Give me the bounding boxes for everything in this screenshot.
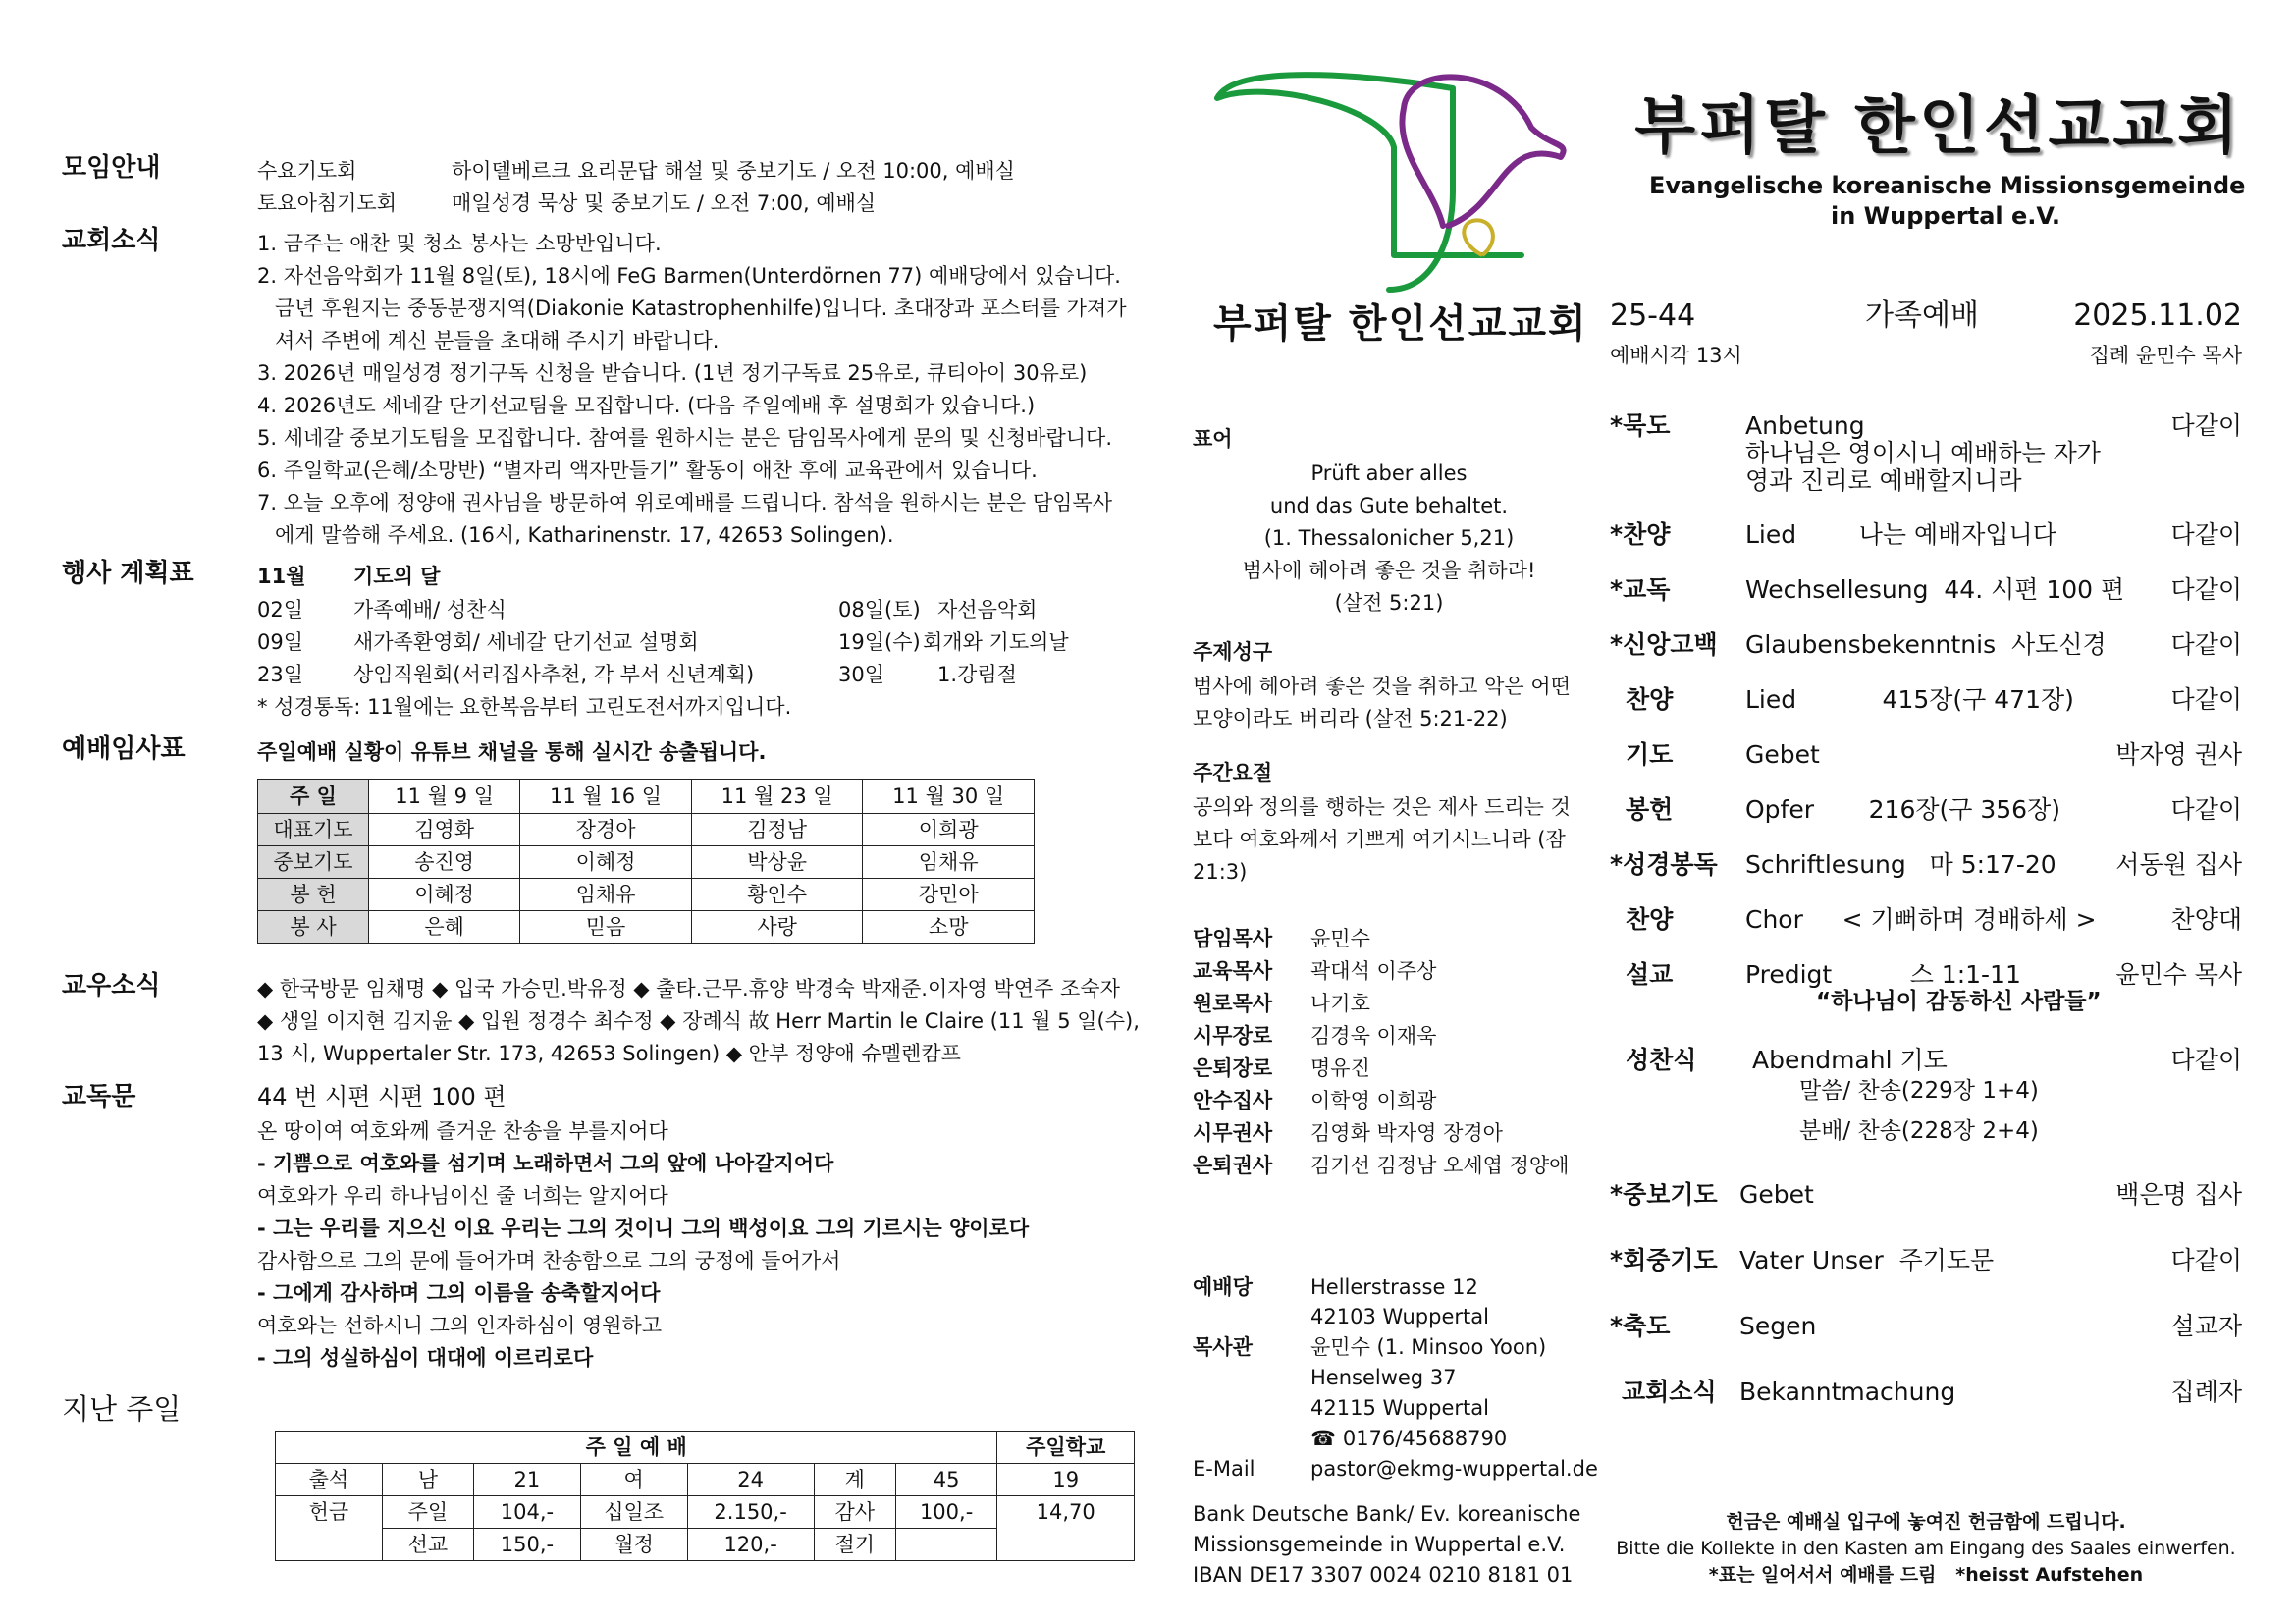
service-name: 가족예배 — [1865, 298, 1979, 333]
moim-name-1: 수요기도회 — [257, 159, 357, 183]
staff-role: 시무장로 — [1193, 1024, 1273, 1048]
motto-line: Prüft aber alles — [1310, 461, 1468, 485]
manse-line: 42115 Wuppertal — [1310, 1396, 1489, 1420]
events-month: 11월 — [257, 565, 306, 588]
reading-line: 온 땅이여 여호와께 즐거운 찬송을 부를지어다 — [257, 1119, 668, 1143]
footer-note: *표는 일어서서 예배를 드림 *heisst Aufstehen — [1708, 1564, 2144, 1586]
order-text: Abendmahl 기도 — [1752, 1046, 1948, 1074]
table-cell: 14,70 — [997, 1496, 1135, 1529]
event-text: 상임직원회(서리집사추천, 각 부서 신년계획) — [353, 663, 755, 686]
moim-desc-2: 매일성경 묵상 및 중보기도 / 오전 7:00, 예배실 — [452, 191, 877, 215]
reading-line: 감사함으로 그의 문에 들어가며 찬송함으로 그의 궁정에 들어가서 — [257, 1249, 841, 1272]
table-cell: 출석 — [276, 1464, 383, 1496]
staff-role: 시무권사 — [1193, 1121, 1273, 1145]
table-cell: 남 — [382, 1464, 473, 1496]
table-cell: 강민아 — [863, 879, 1035, 911]
events-theme: 기도의 달 — [353, 565, 441, 588]
theme-verse-line: 범사에 헤아려 좋은 것을 취하고 악은 어떤 — [1193, 675, 1571, 698]
table-cell: 은혜 — [369, 911, 520, 944]
table-cell: 소망 — [863, 911, 1035, 944]
staff-names: 나기호 — [1310, 992, 1370, 1015]
motto-label: 표어 — [1193, 427, 1233, 451]
section-title-reading: 교독문 — [62, 1082, 136, 1111]
staff-names: 김영화 박자영 장경아 — [1310, 1121, 1503, 1145]
table-cell: 19 — [997, 1464, 1135, 1496]
news-line: 7. 오늘 오후에 정양애 권사님을 방문하여 위로예배를 드립니다. 참석을 원하시는 분은 담임목사 — [257, 491, 1113, 514]
table-cell: 봉 사 — [258, 911, 369, 944]
table-cell: 봉 헌 — [258, 879, 369, 911]
moim-desc-1: 하이델베르크 요리문답 해설 및 중보기도 / 오전 10:00, 예배실 — [452, 159, 1015, 183]
staff-role: 안수집사 — [1193, 1089, 1273, 1112]
reading-heading: 44 번 시편 시편 100 편 — [257, 1083, 507, 1110]
order-who: 다같이 — [2170, 411, 2242, 440]
section-title-members: 교우소식 — [62, 971, 161, 1001]
order-text: Lied 나는 예배자입니다 — [1745, 520, 2056, 549]
table-cell: 150,- — [474, 1529, 581, 1561]
order-text: Bekanntmachung — [1739, 1378, 1956, 1406]
leaf-purple-shape — [1402, 77, 1563, 226]
staff-names: 김경욱 이재욱 — [1310, 1024, 1437, 1048]
table-cell: 11 월 16 일 — [520, 780, 692, 814]
church-subtitle-2: in Wuppertal e.V. — [1831, 202, 2060, 230]
event-date: 19일(수) — [838, 630, 921, 654]
table-row — [276, 1432, 1135, 1464]
table-cell — [997, 1529, 1135, 1561]
motto-line: (1. Thessalonicher 5,21) — [1263, 526, 1515, 550]
section-title-events: 행사 계획표 — [62, 559, 194, 588]
weekly-verse-line: 공의와 정의를 행하는 것은 제사 드리는 것 — [1193, 795, 1571, 819]
staff-names: 김기선 김정남 오세엽 정양애 — [1310, 1154, 1570, 1177]
news-line: 3. 2026년 매일성경 정기구독 신청을 받습니다. (1년 정기구독료 25유로, 큐티아이 30유로) — [257, 361, 1088, 385]
order-name: *신앙고백 — [1610, 630, 1718, 659]
leaf-green-shape — [1217, 75, 1522, 290]
order-name: 성찬식 — [1626, 1046, 1697, 1074]
theme-verse-line: 모양이라도 버리라 (살전 5:21-22) — [1193, 707, 1508, 731]
news-line: 셔서 주변에 계신 분들을 초대해 주시기 바랍니다. — [275, 329, 720, 352]
logo-name: 부퍼탈 한인선교교회 — [1213, 301, 1588, 347]
order-sub: 분배/ 찬송(228장 2+4) — [1799, 1118, 2039, 1144]
event-date: 30일 — [838, 663, 885, 686]
bulletin-number: 25-44 — [1610, 298, 1696, 333]
section-title-news: 교회소식 — [62, 226, 161, 255]
table-cell: 주 일 예 배 — [276, 1432, 997, 1464]
news-line: 5. 세네갈 중보기도팀을 모집합니다. 참여를 원하시는 분은 담임목사에게 문의 및 신청바랍니다. — [257, 426, 1113, 450]
bank-line: Bank Deutsche Bank/ Ev. koreanische — [1193, 1502, 1581, 1526]
reading-line: 여호와가 우리 하나님이신 줄 너희는 알지어다 — [257, 1184, 668, 1208]
event-text: 회개와 기도의날 — [923, 630, 1069, 654]
order-text: Opfer 216장(구 356장) — [1745, 795, 2060, 824]
order-text: Vater Unser 주기도문 — [1739, 1246, 1995, 1274]
table-cell: 계 — [814, 1464, 895, 1496]
email-label: E-Mail — [1193, 1457, 1255, 1481]
news-line: 6. 주일학교(은혜/소망반) “별자리 액자만들기” 활동이 애찬 후에 교육관에서 있습니다. — [257, 459, 1038, 482]
order-name: 찬양 — [1626, 685, 1674, 714]
table-cell: 이희광 — [863, 814, 1035, 846]
order-who: 집례자 — [2170, 1378, 2242, 1406]
table-cell: 박상윤 — [691, 846, 863, 879]
order-name: *묵도 — [1610, 411, 1671, 440]
table-cell: 2.150,- — [687, 1496, 814, 1529]
order-text: Wechsellesung 44. 시편 100 편 — [1745, 575, 2125, 604]
order-who: 설교자 — [2170, 1312, 2242, 1340]
church-address-line: 42103 Wuppertal — [1310, 1305, 1489, 1328]
staff-role: 교육목사 — [1193, 959, 1273, 983]
reading-line: - 그에게 감사하며 그의 이름을 송축할지어다 — [257, 1281, 661, 1305]
order-text: Lied 415장(구 471장) — [1745, 685, 2074, 714]
duty-notice: 주일예배 실황이 유튜브 채널을 통해 실시간 송출됩니다. — [257, 740, 767, 764]
reading-line: - 그의 성실하심이 대대에 이르리로다 — [257, 1346, 594, 1370]
staff-role: 담임목사 — [1193, 927, 1273, 950]
order-text: Gebet — [1745, 740, 1820, 769]
event-date: 23일 — [257, 663, 304, 686]
order-sub: 하나님은 영이시니 예배하는 자가 — [1745, 439, 2101, 467]
table-cell: 십일조 — [580, 1496, 687, 1529]
order-name: 교회소식 — [1622, 1378, 1717, 1406]
table-row — [258, 846, 1035, 879]
order-text: Glaubensbekenntnis 사도신경 — [1745, 630, 2107, 659]
table-cell: 11 월 9 일 — [369, 780, 520, 814]
table-cell: 임채유 — [863, 846, 1035, 879]
table-cell — [895, 1529, 997, 1561]
order-name: 봉헌 — [1626, 795, 1674, 824]
order-text: Predigt 스 1:1-11 — [1745, 960, 2021, 989]
news-line: 4. 2026년도 세네갈 단기선교팀을 모집합니다. (다음 주일예배 후 설명회가 있습니다.) — [257, 394, 1036, 417]
staff-role: 은퇴장로 — [1193, 1056, 1273, 1080]
news-line: 금년 후원지는 중동분쟁지역(Diakonie Katastrophenhilfe)입니다. 초대장과 포스터를 가져가 — [275, 297, 1127, 320]
event-date: 09일 — [257, 630, 304, 654]
table-cell: 김영화 — [369, 814, 520, 846]
table-cell: 이혜정 — [520, 846, 692, 879]
leaf-yellow-shape — [1464, 220, 1493, 255]
order-who: 다같이 — [2170, 795, 2242, 824]
email-link[interactable]: pastor@ekmg-wuppertal.de — [1310, 1457, 1598, 1481]
table-cell: 45 — [895, 1464, 997, 1496]
table-cell: 중보기도 — [258, 846, 369, 879]
news-line: 2. 자선음악회가 11월 8일(토), 18시에 FeG Barmen(Unterdörnen 77) 예배당에서 있습니다. — [257, 264, 1121, 288]
order-name: *회중기도 — [1610, 1246, 1718, 1274]
service-date: 2025.11.02 — [2073, 298, 2242, 333]
church-address-line: Hellerstrasse 12 — [1310, 1275, 1478, 1299]
table-cell — [276, 1529, 383, 1561]
order-name: 설교 — [1626, 960, 1674, 989]
table-cell: 11 월 23 일 — [691, 780, 863, 814]
motto-line: und das Gute behaltet. — [1269, 494, 1509, 517]
events-note: * 성경통독: 11월에는 요한복음부터 고린도전서까지입니다. — [257, 695, 792, 719]
service-time: 예배시각 13시 — [1610, 344, 1742, 367]
table-cell: 주일학교 — [997, 1432, 1135, 1464]
table-row — [276, 1464, 1135, 1496]
order-name: *축도 — [1610, 1312, 1671, 1340]
table-cell: 사랑 — [691, 911, 863, 944]
table-cell: 24 — [687, 1464, 814, 1496]
table-cell: 임채유 — [520, 879, 692, 911]
order-who: 다같이 — [2170, 520, 2242, 549]
table-cell: 104,- — [474, 1496, 581, 1529]
order-name: 기도 — [1626, 740, 1674, 769]
weekly-verse-label: 주간요절 — [1193, 761, 1273, 785]
order-who: 다같이 — [2170, 1246, 2242, 1274]
order-sub: 영과 진리로 예배할지니라 — [1745, 466, 2022, 495]
order-text: Gebet — [1739, 1180, 1814, 1209]
order-who: 다같이 — [2170, 1046, 2242, 1074]
footer-note: Bitte die Kollekte in den Kasten am Eingang des Saales einwerfen. — [1616, 1538, 2236, 1559]
order-who: 백은명 집사 — [2115, 1180, 2242, 1209]
news-line: 에게 말씀해 주세요. (16시, Katharinenstr. 17, 42653 Solingen). — [275, 523, 894, 547]
table-row — [258, 879, 1035, 911]
table-cell: 믿음 — [520, 911, 692, 944]
table-cell: 선교 — [382, 1529, 473, 1561]
order-text: Anbetung — [1745, 411, 1865, 440]
order-text: Chor < 기뻐하며 경배하세 > — [1745, 905, 2097, 934]
staff-role: 은퇴권사 — [1193, 1154, 1273, 1177]
table-cell: 황인수 — [691, 879, 863, 911]
order-text: Segen — [1739, 1312, 1817, 1340]
reading-line: 여호와는 선하시니 그의 인자하심이 영원하고 — [257, 1314, 663, 1337]
table-row — [258, 780, 1035, 814]
motto-line: 범사에 헤아려 좋은 것을 취하라! — [1242, 559, 1536, 582]
news-line: 1. 금주는 애찬 및 청소 봉사는 소망반입니다. — [257, 232, 662, 255]
event-text: 자선음악회 — [937, 598, 1038, 622]
staff-names: 명유진 — [1310, 1056, 1370, 1080]
table-row — [276, 1529, 1135, 1561]
last-sunday-table — [275, 1431, 1135, 1561]
order-who: 서동원 집사 — [2115, 850, 2242, 879]
staff-names: 윤민수 — [1310, 927, 1370, 950]
section-title-moim: 모임안내 — [62, 153, 161, 183]
event-text: 가족예배/ 성찬식 — [353, 598, 507, 622]
table-cell: 헌금 — [276, 1496, 383, 1529]
order-who: 찬양대 — [2170, 905, 2242, 934]
order-name: *중보기도 — [1610, 1180, 1718, 1209]
table-cell: 주 일 — [258, 780, 369, 814]
table-cell: 주일 — [382, 1496, 473, 1529]
table-cell: 대표기도 — [258, 814, 369, 846]
order-text: Schriftlesung 마 5:17-20 — [1745, 850, 2056, 879]
members-line: ◆ 생일 이지현 김지윤 ◆ 입원 정경수 최수정 ◆ 장례식 故 Herr Martin le Claire (11 월 5 일(수), — [257, 1009, 1140, 1033]
order-name: *성경봉독 — [1610, 850, 1718, 879]
duty-table — [257, 779, 1035, 944]
order-name: 찬양 — [1626, 905, 1674, 934]
event-text: 새가족환영회/ 세네갈 단기선교 설명회 — [353, 630, 699, 654]
table-cell: 11 월 30 일 — [863, 780, 1035, 814]
order-who: 다같이 — [2170, 575, 2242, 604]
bank-line: Missionsgemeinde in Wuppertal e.V. — [1193, 1533, 1566, 1556]
section-title-last-sunday: 지난 주일 — [62, 1392, 182, 1426]
table-cell: 여 — [580, 1464, 687, 1496]
manse-line: Henselweg 37 — [1310, 1366, 1457, 1389]
members-line: ◆ 한국방문 임채명 ◆ 입국 가승민.박유정 ◆ 출타.근무.휴양 박경숙 박재준.이자영 박연주 조숙자 — [257, 977, 1120, 1001]
section-title-duty: 예배임사표 — [62, 734, 186, 764]
order-sub: 말씀/ 찬송(229장 1+4) — [1799, 1078, 2039, 1104]
phone-line: ☎ 0176/45688790 — [1310, 1427, 1508, 1450]
order-name: *교독 — [1610, 575, 1671, 604]
table-cell: 장경아 — [520, 814, 692, 846]
table-cell: 120,- — [687, 1529, 814, 1561]
weekly-verse-line: 보다 여호와께서 기쁘게 여기시느니라 (잠 — [1193, 828, 1566, 851]
table-row — [258, 814, 1035, 846]
motto-line: (살전 5:21) — [1334, 591, 1444, 615]
table-cell: 이혜정 — [369, 879, 520, 911]
footer-note: 헌금은 예배실 입구에 놓여진 헌금함에 드립니다. — [1726, 1511, 2126, 1533]
moim-name-2: 토요아침기도회 — [257, 191, 398, 215]
staff-names: 곽대석 이주상 — [1310, 959, 1437, 983]
table-cell: 21 — [474, 1464, 581, 1496]
table-cell: 월정 — [580, 1529, 687, 1561]
reading-line: - 그는 우리를 지으신 이요 우리는 그의 것이니 그의 백성이요 그의 기르시는 양이로다 — [257, 1217, 1030, 1240]
manse-line: 윤민수 (1. Minsoo Yoon) — [1310, 1335, 1547, 1359]
table-row — [276, 1496, 1135, 1529]
table-cell: 절기 — [814, 1529, 895, 1561]
table-cell: 송진영 — [369, 846, 520, 879]
service-leader: 집례 윤민수 목사 — [2089, 344, 2242, 367]
order-who: 박자영 권사 — [2115, 740, 2242, 769]
reading-line: - 기쁨으로 여호와를 섬기며 노래하면서 그의 앞에 나아갈지어다 — [257, 1152, 834, 1175]
weekly-verse-line: 21:3) — [1193, 860, 1248, 884]
church-title: 부퍼탈 한인선교교회 — [1634, 90, 2242, 163]
order-who: 다같이 — [2170, 630, 2242, 659]
order-name: *찬양 — [1610, 520, 1671, 549]
table-cell: 감사 — [814, 1496, 895, 1529]
manse-label: 목사관 — [1193, 1335, 1253, 1359]
table-cell: 100,- — [895, 1496, 997, 1529]
church-address-label: 예배당 — [1193, 1275, 1253, 1299]
event-text: 1.강림절 — [937, 663, 1017, 686]
staff-role: 원로목사 — [1193, 992, 1273, 1015]
bank-line: IBAN DE17 3307 0024 0210 8181 01 — [1193, 1563, 1574, 1587]
event-date: 08일(토) — [838, 598, 921, 622]
church-subtitle-1: Evangelische koreanische Missionsgemeinde — [1649, 172, 2246, 199]
order-who: 윤민수 목사 — [2115, 960, 2242, 989]
table-row — [258, 911, 1035, 944]
members-line: 13 시, Wuppertaler Str. 173, 42653 Solingen) ◆ 안부 정양애 슈멜렌캄프 — [257, 1042, 961, 1065]
event-date: 02일 — [257, 598, 304, 622]
order-who: 다같이 — [2170, 685, 2242, 714]
church-logo — [1207, 69, 1571, 304]
sermon-title: “하나님이 감동하신 사람들” — [1816, 989, 2102, 1014]
table-cell: 김정남 — [691, 814, 863, 846]
theme-verse-label: 주제성구 — [1193, 640, 1273, 664]
staff-names: 이학영 이희광 — [1310, 1089, 1437, 1112]
